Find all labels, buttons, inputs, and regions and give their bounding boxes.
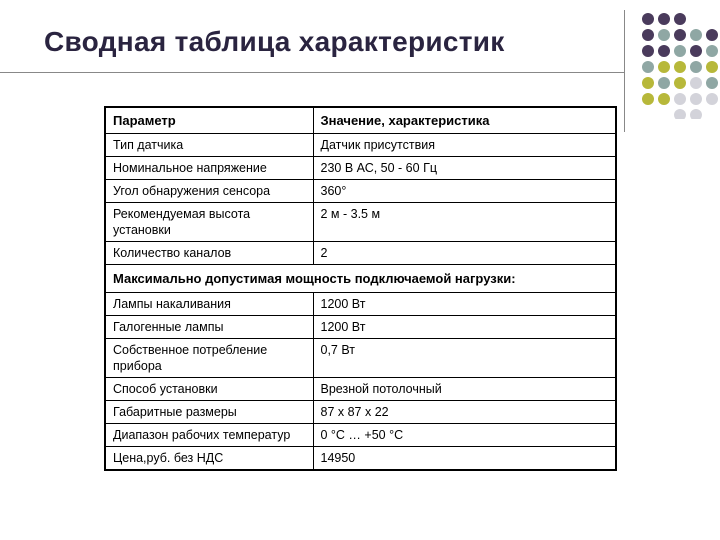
decor-dot [706, 61, 718, 73]
decor-dot [690, 77, 702, 89]
decor-dot [642, 29, 654, 41]
decor-dot [642, 93, 654, 105]
title-underline [0, 72, 624, 73]
decor-dot [690, 29, 702, 41]
decor-dot [642, 45, 654, 57]
decorative-dot-grid [638, 9, 718, 119]
decor-dot [658, 45, 670, 57]
decor-dot [658, 93, 670, 105]
decor-dot [690, 61, 702, 73]
row-param: Цена,руб. без НДС [105, 447, 313, 471]
row-value: 2 м - 3.5 м [313, 203, 616, 242]
decor-dot [706, 45, 718, 57]
decor-dot [658, 61, 670, 73]
decor-dot [706, 77, 718, 89]
row-value: 230 В АС, 50 - 60 Гц [313, 157, 616, 180]
row-value: Датчик присутствия [313, 134, 616, 157]
decor-dot [674, 77, 686, 89]
row-value: 2 [313, 242, 616, 265]
row-value: 360° [313, 180, 616, 203]
decor-dot [674, 61, 686, 73]
table-row [105, 180, 616, 203]
specs-table [104, 106, 617, 471]
table-row [105, 242, 616, 265]
table-header-row [105, 107, 616, 134]
row-param: Номинальное напряжение [105, 157, 313, 180]
decor-dot [674, 109, 686, 119]
decor-dot [690, 109, 702, 119]
row-param: Способ установки [105, 378, 313, 401]
table-row [105, 157, 616, 180]
row-param: Угол обнаружения сенсора [105, 180, 313, 203]
table-row [105, 134, 616, 157]
header-value: Значение, характеристика [313, 107, 616, 134]
table-row [105, 339, 616, 378]
table-span-row [105, 265, 616, 293]
table-row [105, 424, 616, 447]
slide-title: Сводная таблица характеристик [44, 26, 505, 57]
decor-dot [658, 77, 670, 89]
decor-dot [690, 45, 702, 57]
row-param: Рекомендуемая высота установки [105, 203, 313, 242]
row-value: 1200 Вт [313, 316, 616, 339]
decor-dot [658, 13, 670, 25]
row-value: Врезной потолочный [313, 378, 616, 401]
row-param: Диапазон рабочих температур [105, 424, 313, 447]
decor-dot [706, 93, 718, 105]
row-value: 1200 Вт [313, 293, 616, 316]
table-row [105, 401, 616, 424]
row-value: 0,7 Вт [313, 339, 616, 378]
decor-divider [624, 10, 625, 132]
max-load-heading: Максимально допустимая мощность подключаемой нагрузки: [105, 265, 616, 293]
table-row [105, 378, 616, 401]
row-param: Количество каналов [105, 242, 313, 265]
row-param: Галогенные лампы [105, 316, 313, 339]
table-row [105, 203, 616, 242]
decor-dot [674, 45, 686, 57]
decor-dot [642, 77, 654, 89]
row-param: Тип датчика [105, 134, 313, 157]
decor-dot [674, 93, 686, 105]
header-param: Параметр [105, 107, 313, 134]
row-param: Лампы накаливания [105, 293, 313, 316]
decor-dot [706, 29, 718, 41]
decor-dot [690, 93, 702, 105]
row-param: Собственное потребление прибора [105, 339, 313, 378]
row-value: 14950 [313, 447, 616, 471]
row-param: Габаритные размеры [105, 401, 313, 424]
table-row [105, 316, 616, 339]
decor-dot [674, 13, 686, 25]
decor-dot [674, 29, 686, 41]
row-value: 87 х 87 х 22 [313, 401, 616, 424]
decor-dot [658, 29, 670, 41]
table-row [105, 447, 616, 471]
table-row [105, 293, 616, 316]
row-value: 0 °С … +50 °С [313, 424, 616, 447]
decor-dot [642, 61, 654, 73]
decor-dot [642, 13, 654, 25]
